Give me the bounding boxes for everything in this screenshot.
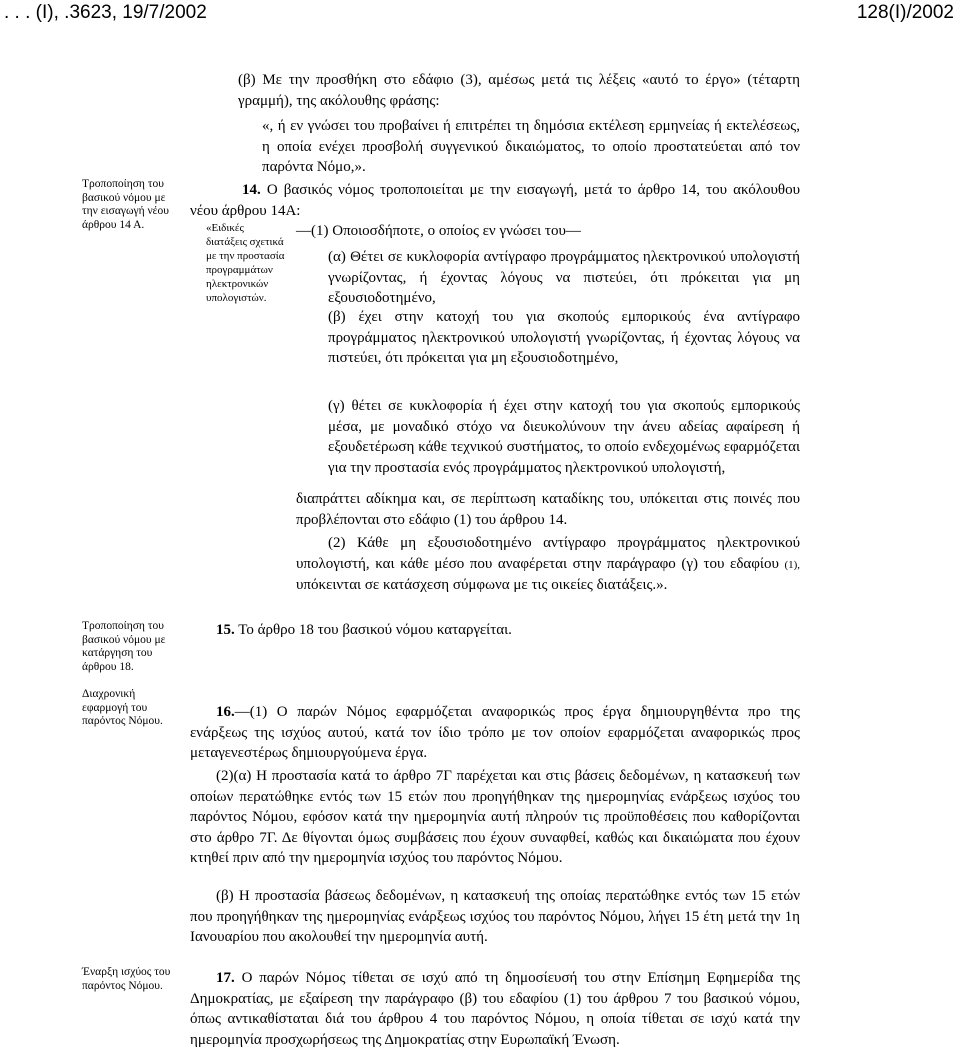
paragraph-beta-intro-text: (β) Με την προσθήκη στο εδάφιο (3), αμέσως μετά τις λέξεις «αυτό το έργο» (τέταρτη γραμμή), της ακόλουθης φράσης:: [238, 72, 800, 109]
subsection-2-reference: (1),: [784, 558, 801, 571]
section-17: [190, 968, 800, 1050]
offence-paragraph-text: διαπράττει αδίκημα και, σε περίπτωση καταδίκης του, υπόκειται στις ποινές που προβλέπονται στο εδάφιο (1) του άρθρου 14.: [296, 491, 800, 528]
header-gazette-reference: . . . (I), .3623, 19/7/2002: [4, 2, 207, 23]
clause-alpha: [328, 247, 800, 309]
page-header: [0, 0, 960, 30]
section-14-text: Ο βασικός νόμος τροποποιείται με την εισαγωγή, μετά το άρθρο 14, του ακόλουθου νέου άρθρου 14Α:: [190, 182, 800, 219]
clause-gamma: [328, 396, 800, 478]
section-16-1: [190, 702, 800, 764]
section-15-text: Το άρθρο 18 του βασικού νόμου καταργείται.: [234, 622, 512, 638]
section-14: [190, 180, 800, 221]
section-17-number: 17.: [216, 970, 235, 986]
section-16-2b-text: (β) Η προστασία βάσεως δεδομένων, η κατασκευή της οποίας περατώθηκε εντός των 15 ετών που προηγήθηκαν της ημερομηνίας ενάρξεως ισχύος του παρόντος Νόμου, λήγει 15 έτη μετά την 1η Ιανουαρίου που ακολουθεί την ημερομηνία αυτή.: [190, 888, 800, 945]
margin-note-article-18: Τροποποίηση του βασικού νόμου με κατάργηση του άρθρου 18.: [82, 620, 166, 673]
section-16-1-text: —(1) Ο παρών Νόμος εφαρμόζεται αναφορικώς προς έργα δημιουργηθέντα προ της ενάρξεως της ισχύος αυτού, κατά τον ίδιο τρόπο με τον οποίον εφαρμόζεται αναφορικώς προς μεταγενεστέρως δημιουργούμενα έργα.: [190, 704, 800, 761]
paragraph-quote-text: «, ή εν γνώσει του προβαίνει ή επιτρέπει τη δημόσια εκτέλεση ερμηνείας ή εκτελέσεως, η οποία ενέχει προσβολή συγγενικού δικαιώματος, το οποίο προστατεύεται από τον παρόντα Νόμο,».: [262, 118, 800, 175]
section-16-2a-text: (2)(α) Η προστασία κατά το άρθρο 7Γ παρέχεται και στις βάσεις δεδομένων, η κατασκευή των οποίων περατώθηκε εντός των 15 ετών που προηγήθηκαν της ημερομηνίας ενάρξεως ισχύος του παρόντος Νόμου, εφόσον κατά την ημερομηνία αυτή πληρούν τις προϋποθέσεις που καθορίζονται στο άρθρο 7Γ. Δε θίγονται όμως συμβάσεις που έχουν συναφθεί, καθώς και δικαιώματα που έχουν κτηθεί πριν από την ημερομηνία ισχύος του παρόντος Νόμου.: [190, 768, 800, 866]
section-15-number: 15.: [216, 622, 235, 638]
paragraph-beta-intro: [238, 70, 800, 111]
subsection-1: [296, 221, 800, 242]
clause-alpha-text: (α) Θέτει σε κυκλοφορία αντίγραφο προγράμματος ηλεκτρονικού υπολογιστή γνωρίζοντας, ή έχοντας λόγους να πιστεύει, ότι πρόκειται για μη εξουσιοδοτημένο,: [328, 249, 800, 306]
clause-beta: [328, 307, 800, 369]
clause-gamma-text: (γ) θέτει σε κυκλοφορία ή έχει στην κατοχή του για σκοπούς εμπορικούς μέσα, με μοναδικό στόχο να διευκολύνουν την άνευ αδείας αφαίρεση ή εξουδετέρωση κάθε τεχνικού συστήματος, το οποίο ενδεχομένως εφαρμόζεται για την προστασία ενός προγράμματος ηλεκτρονικού υπολογιστή,: [328, 398, 800, 476]
section-16-2a: [190, 766, 800, 869]
margin-note-commencement: Έναρξη ισχύος του παρόντος Νόμου.: [82, 966, 171, 992]
section-14-number: 14.: [242, 182, 261, 198]
margin-note-14a: Τροποποίηση του βασικού νόμου με την εισαγωγή νέου άρθρου 14 Α.: [82, 178, 169, 231]
subsection-2-ending: υπόκεινται σε κατάσχεση σύμφωνα με τις οικείες διατάξεις.».: [296, 577, 668, 593]
offence-paragraph: [296, 489, 800, 530]
paragraph-quote: [262, 116, 800, 178]
side-note-special-provisions: «Ειδικές διατάξεις σχετικά με την προστασία προγραμμάτων ηλεκτρονικών υπολογιστών.: [206, 222, 285, 304]
subsection-2-text: (2) Κάθε μη εξουσιοδοτημένο αντίγραφο προγράμματος ηλεκτρονικού υπολογιστή, και κάθε μέσο που αναφέρεται στην παράγραφο (γ) του εδαφίου: [296, 535, 800, 572]
section-16-2b: [190, 886, 800, 948]
header-law-number: 128(I)/2002: [856, 2, 954, 23]
clause-beta-text: (β) έχει στην κατοχή του για σκοπούς εμπορικούς ένα αντίγραφο προγράμματος ηλεκτρονικού υπολογιστή γνωρίζοντας, ή έχοντας λόγους να πιστεύει, ότι πρόκειται για μη εξουσιοδοτημένο,: [328, 309, 800, 366]
subsection-2: [296, 533, 800, 596]
section-17-text: Ο παρών Νόμος τίθεται σε ισχύ από τη δημοσίευσή του στην Επίσημη Εφημερίδα της Δημοκρατίας, με εξαίρεση την παράγραφο (β) του εδαφίου (1) του άρθρου 7 του βασικού νόμου, όπως αντικαθίσταται διά του άρθρου 4 του παρόντος Νόμου, η οποία τίθεται σε ισχύ κατά την ημερομηνία προσχωρήσεως της Δημοκρατίας στην Ευρωπαϊκή Ένωση.: [190, 970, 800, 1048]
subsection-1-text: —(1) Οποιοσδήποτε, ο οποίος εν γνώσει του—: [296, 223, 581, 239]
section-15: [216, 620, 800, 641]
section-16-number: 16.: [216, 704, 235, 720]
margin-note-transitional: Διαχρονική εφαρμογή του παρόντος Νόμου.: [82, 688, 163, 727]
